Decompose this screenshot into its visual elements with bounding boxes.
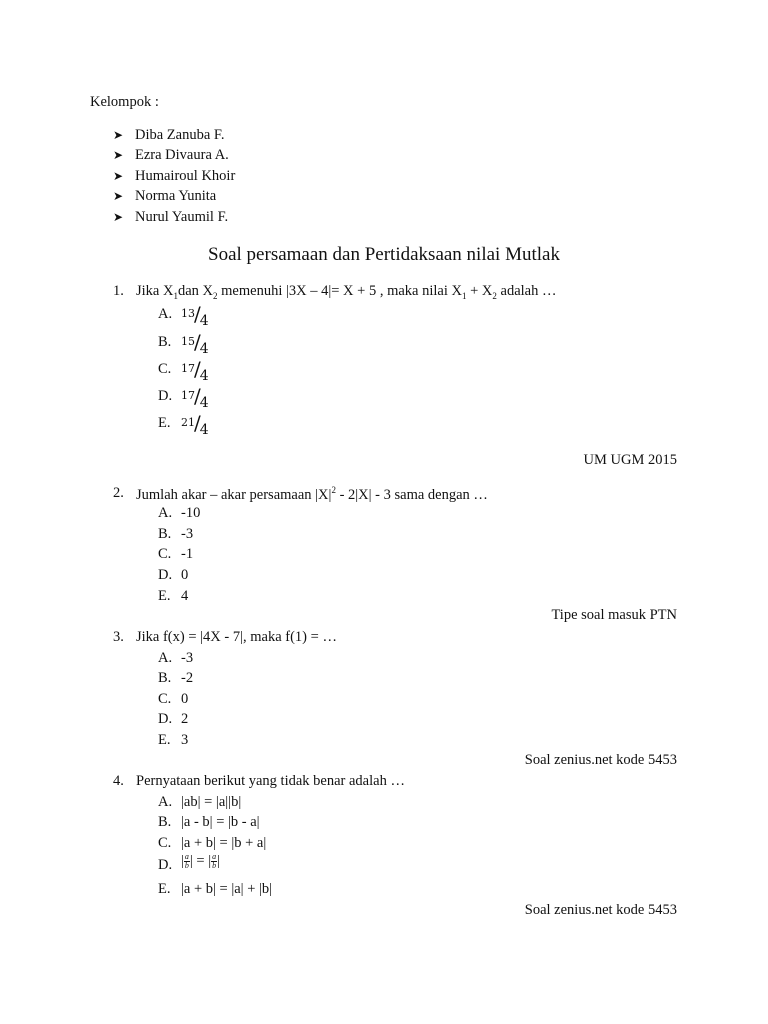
option-fraction: $^{17}/_4$: [181, 384, 209, 411]
option-letter: B.: [158, 670, 172, 686]
option-value: 2: [181, 711, 189, 727]
option-value: 0: [181, 567, 189, 583]
member-item: ➤ Humairoul Khoir: [113, 168, 236, 184]
question-number: 2.: [113, 485, 124, 501]
option-fraction: $^{17}/_4$: [181, 357, 209, 384]
option-letter: B.: [158, 814, 172, 830]
question-text: Jumlah akar – akar persamaan $|X|^2 - 2|X| - 3$ sama dengan …: [136, 485, 488, 503]
option-value: -3: [181, 650, 194, 666]
option-letter: A.: [158, 505, 173, 521]
option-value: -10: [181, 505, 201, 521]
option-value: |a + b| = |a| + |b|: [181, 881, 273, 897]
option-letter: E.: [158, 732, 171, 748]
option-letter: B.: [158, 526, 172, 542]
question-source: UM UGM 2015: [583, 452, 677, 468]
option-letter: E.: [158, 881, 171, 897]
arrow-bullet-icon: ➤: [113, 169, 124, 183]
option-letter: C.: [158, 835, 172, 851]
option-letter: D.: [158, 711, 173, 727]
question-source: Tipe soal masuk PTN: [551, 607, 677, 623]
group-label: Kelompok :: [90, 94, 159, 110]
option-value: -2: [181, 670, 194, 686]
member-item: ➤ Ezra Divaura A.: [113, 147, 229, 163]
question-number: 3.: [113, 629, 124, 645]
option-value: 3: [181, 732, 189, 748]
option-value: -1: [181, 546, 194, 562]
option-value: 4: [181, 588, 189, 604]
option-fraction: $^{13}/_4$: [181, 302, 209, 329]
option-letter: E.: [158, 588, 171, 604]
option-letter: C.: [158, 546, 172, 562]
question-text: Jika $X_1dan$ $X_2$ memenuhi |3X – 4|= X + 5 , maka nilai $X_1 + X_2$ adalah …: [136, 283, 557, 301]
arrow-bullet-icon: ➤: [113, 128, 124, 142]
option-value: |a - b| = |b - a|: [181, 814, 260, 830]
option-letter: A.: [158, 794, 173, 810]
option-value: | $\frac{a}{b}$ | = | $\frac{a}{b}$ |: [181, 852, 221, 871]
option-value: 0: [181, 691, 189, 707]
option-letter: D.: [158, 857, 173, 873]
option-letter: B.: [158, 334, 172, 350]
option-value: |ab| = |a||b|: [181, 794, 242, 810]
member-item: ➤ Diba Zanuba F.: [113, 127, 225, 143]
arrow-bullet-icon: ➤: [113, 189, 124, 203]
question-text: Pernyataan berikut yang tidak benar adalah …: [136, 773, 405, 789]
question-source: Soal zenius.net kode 5453: [524, 902, 677, 918]
arrow-bullet-icon: ➤: [113, 210, 124, 224]
option-letter: D.: [158, 388, 173, 404]
option-fraction: $^{21}/_4$: [181, 411, 209, 438]
arrow-bullet-icon: ➤: [113, 148, 124, 162]
question-number: 1.: [113, 283, 124, 299]
option-fraction: $^{15}/_4$: [181, 330, 209, 357]
option-letter: A.: [158, 650, 173, 666]
question-number: 4.: [113, 773, 124, 789]
member-item: ➤ Nurul Yaumil F.: [113, 209, 229, 225]
option-value: |a + b| = |b + a|: [181, 835, 267, 851]
question-text: Jika f(x) = |4X - 7|, maka f(1) = …: [136, 629, 337, 645]
option-letter: E.: [158, 415, 171, 431]
option-letter: C.: [158, 361, 172, 377]
document-title: Soal persamaan dan Pertidaksaan nilai Mutlak: [208, 244, 560, 265]
option-letter: D.: [158, 567, 173, 583]
option-letter: A.: [158, 306, 173, 322]
member-item: ➤ Norma Yunita: [113, 188, 217, 204]
option-letter: C.: [158, 691, 172, 707]
question-source: Soal zenius.net kode 5453: [524, 752, 677, 768]
option-value: -3: [181, 526, 194, 542]
